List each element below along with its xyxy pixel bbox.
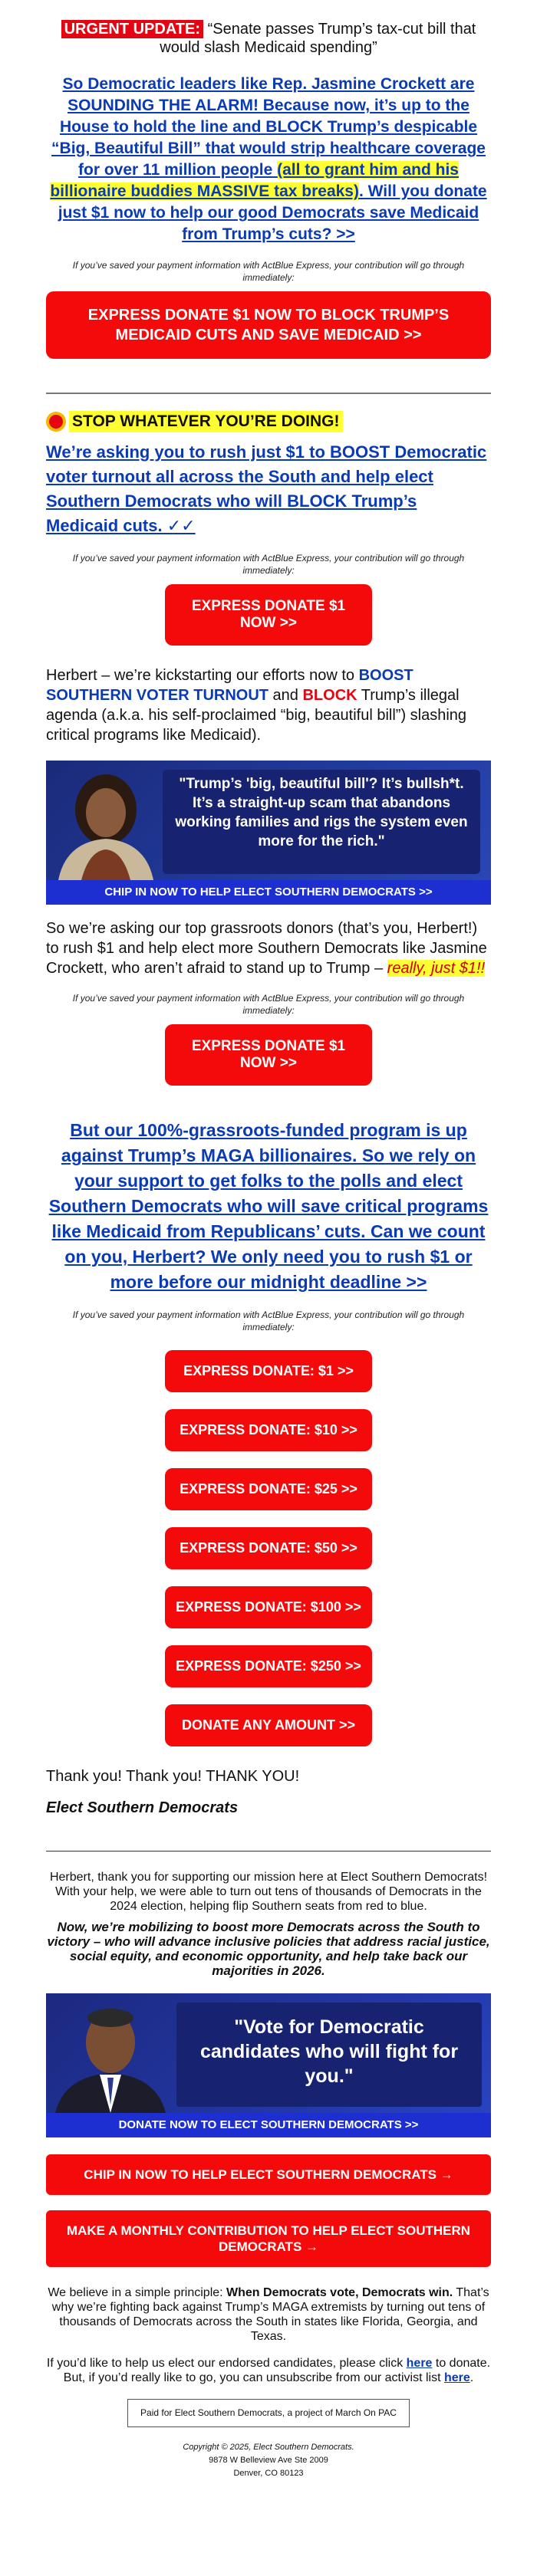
- crockett-quote-banner[interactable]: [46, 761, 491, 905]
- headline-text: “Senate passes Trump’s tax-cut bill that would slash Medicaid spending”: [160, 21, 476, 56]
- unsubscribe-paragraph: [46, 2356, 491, 2385]
- obama-quote: "Vote for Democratic candidates who will fight for you.": [176, 2003, 482, 2107]
- kick-p3: Trump’s illegal agenda (a.k.a. his self-proclaimed “big, beautiful bill”) slashing critical programs like Medicaid).: [46, 687, 467, 744]
- donors-p1: So we’re asking our top grassroots donors (that’s you, Herbert!) to rush $1 and help elect more Southern Democrats like Jasmine Crockett, who aren’t afraid to stand up to Trump –: [46, 920, 487, 977]
- principle-paragraph: [46, 2285, 491, 2344]
- unsub-3: .: [469, 2371, 474, 2384]
- intro-part2: . Will you donate just $1 now to help our good Democrats save Medicaid from Trump’s cuts? >>: [58, 182, 487, 243]
- chip-in-strip: CHIP IN NOW TO HELP ELECT SOUTHERN DEMOCRATS >>: [46, 880, 491, 905]
- kick-block: BLOCK: [302, 687, 357, 704]
- donate-any-button[interactable]: DONATE ANY AMOUNT >>: [165, 1704, 372, 1746]
- express-donate-button-1[interactable]: EXPRESS DONATE $1 NOW >>: [165, 584, 372, 646]
- thanks-text: Thank you! Thank you! THANK YOU!: [46, 1768, 300, 1785]
- kick-p1: Herbert – we’re kickstarting our efforts now to: [46, 667, 359, 684]
- stop-text: STOP WHATEVER YOU’RE DOING!: [69, 411, 343, 432]
- actblue-note-3: If you’ve saved your payment information with ActBlue Express, your contribution will go through immediately:: [72, 993, 465, 1016]
- principle-rest: That’s why we’re fighting back against Trump’s MAGA extremists by turning out tens of thousands of Democrats across the South in states like Florida, Georgia, and Texas.: [51, 2286, 489, 2343]
- red-circle-icon: [46, 412, 66, 432]
- copyright-text: Copyright © 2025, Elect Southern Democrats.: [183, 2443, 354, 2452]
- boost-text: We’re asking you to rush just $1 to BOOST Democratic voter turnout all across the South and help elect Southern Democrats who will BLOCK Trump’s Medicaid cuts. ✓✓: [46, 442, 487, 535]
- grassroots-donate-link[interactable]: [46, 1118, 491, 1295]
- paid-for-box: Paid for Elect Southern Democrats, a project of March On PAC: [127, 2399, 410, 2427]
- footer: [46, 1870, 491, 2480]
- donate-25-button[interactable]: EXPRESS DONATE: $25 >>: [165, 1468, 372, 1510]
- actblue-note-2: If you’ve saved your payment information with ActBlue Express, your contribution will go through immediately:: [72, 553, 465, 576]
- donate-1-button[interactable]: EXPRESS DONATE: $1 >>: [165, 1350, 372, 1392]
- principle-bold: When Democrats vote, Democrats win.: [226, 2286, 453, 2299]
- chip-in-button[interactable]: CHIP IN NOW TO HELP ELECT SOUTHERN DEMOCRATS →: [46, 2154, 491, 2195]
- address-line-1: 9878 W Belleview Ave Ste 2009: [209, 2456, 328, 2465]
- obama-strip: DONATE NOW TO ELECT SOUTHERN DEMOCRATS >>: [46, 2113, 491, 2137]
- kick-p2: and: [268, 687, 303, 704]
- urgent-tag: URGENT UPDATE:: [61, 20, 203, 38]
- donate-100-button[interactable]: EXPRESS DONATE: $100 >>: [165, 1586, 372, 1628]
- actblue-note: If you’ve saved your payment information with ActBlue Express, your contribution will go through immediately:: [72, 260, 465, 283]
- urgent-headline: [46, 0, 491, 57]
- principle-intro: We believe in a simple principle:: [48, 2286, 227, 2299]
- kickstart-paragraph: [46, 665, 491, 745]
- express-donate-main-button[interactable]: EXPRESS DONATE $1 NOW TO BLOCK TRUMP’S MEDICAID CUTS AND SAVE MEDICAID >>: [46, 291, 491, 359]
- express-donate-button-2[interactable]: EXPRESS DONATE $1 NOW >>: [165, 1024, 372, 1086]
- intro-part1: So Democratic leaders like Rep. Jasmine Crockett are SOUNDING THE ALARM! Because now, it’s up to the House to hold the line and BLOCK Trump’s despicable “Big, Beautiful Bill” that would strip healthcare coverage for over 11 million people: [51, 75, 486, 179]
- obama-portrait: [49, 1998, 172, 2113]
- footer-mobilizing: Now, we’re mobilizing to boost more Democrats across the South to victory – who will advance inclusive policies that address racial justice, social equity, and economic opportunity, and help take back our majorities in 2026.: [47, 1920, 490, 1978]
- footer-intro: Herbert, thank you for supporting our mission here at Elect Southern Democrats! With your help, we were able to turn out tens of thousands of Democrats in the 2024 election, helping flip Southern seats from red to blue.: [49, 1871, 488, 1913]
- monthly-contribution-button[interactable]: MAKE A MONTHLY CONTRIBUTION TO HELP ELECT SOUTHERN DEMOCRATS →: [46, 2210, 491, 2267]
- unsub-1: If you’d like to help us elect our endorsed candidates, please click: [46, 2357, 407, 2370]
- unsubscribe-here-link[interactable]: here: [443, 2371, 470, 2384]
- donate-250-button[interactable]: EXPRESS DONATE: $250 >>: [165, 1645, 372, 1687]
- kick-boost: BOOST SOUTHERN VOTER TURNOUT: [46, 667, 413, 704]
- amount-button-list: [46, 1350, 491, 1746]
- footer-divider: [46, 1851, 491, 1852]
- stop-line: [46, 411, 491, 432]
- donate-50-button[interactable]: EXPRESS DONATE: $50 >>: [165, 1527, 372, 1569]
- intro-donate-link[interactable]: [46, 74, 491, 245]
- grassroots-text: But our 100%-grassroots-funded program is up against Trump’s MAGA billionaires. So we rely on your support to get folks to the polls and elect Southern Democrats who will save critical programs like Medicaid from Republicans’ cuts. Can we count on you, Herbert? We only need you to rush $1 or more before our midnight deadline >>: [48, 1120, 489, 1292]
- address-line-2: Denver, CO 80123: [233, 2469, 304, 2478]
- donate-here-link[interactable]: here: [406, 2357, 433, 2370]
- unsub-2: to donate. But, if you’d really like to go, you can unsubscribe from our activist list: [63, 2357, 491, 2384]
- boost-donate-link[interactable]: [46, 440, 491, 538]
- actblue-note-4: If you’ve saved your payment information with ActBlue Express, your contribution will go through immediately:: [72, 1309, 465, 1332]
- copyright-block: [46, 2441, 491, 2480]
- signature: Elect Southern Democrats: [46, 1799, 239, 1816]
- donors-highlight: really, just $1!!: [387, 960, 486, 977]
- donors-paragraph: [46, 918, 491, 978]
- crockett-portrait: [51, 765, 158, 880]
- donate-10-button[interactable]: EXPRESS DONATE: $10 >>: [165, 1409, 372, 1451]
- crockett-quote: "Trump’s 'big, beautiful bill'? It’s bullsh*t. It’s a straight-up scam that abandons working families and rigs the system even more for the rich.": [163, 770, 480, 874]
- intro-highlight: (all to grant him and his billionaire buddies MASSIVE tax breaks): [50, 161, 459, 200]
- obama-quote-banner[interactable]: [46, 1993, 491, 2137]
- divider: [46, 393, 491, 394]
